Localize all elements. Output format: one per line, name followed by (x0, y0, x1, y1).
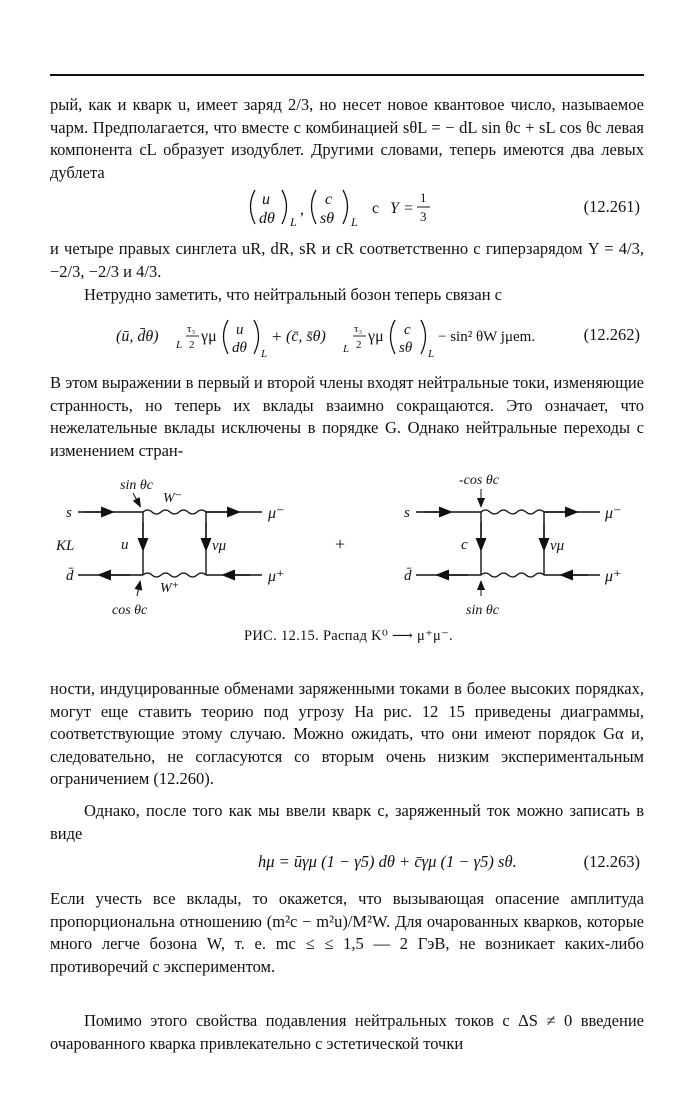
paragraph-6: Однако, после того как мы ввели кварк c, заряженный ток можно записать в виде (50, 801, 644, 843)
left-w-bottom-wavy (143, 573, 206, 577)
plus-sign: + (272, 327, 282, 346)
paragraph-1: рый, как и кварк u, имеет заряд 2/3, но несет новое квантовое число, называемое чарм. Предполагается, что вместе с комбинацией sθL = − dL sin θc + sL cos θc левая компонента cL образует изодублет. Другими словами, теперь имеются два левых дублета (50, 95, 644, 182)
equation-12-263-formula: hμ = ūγμ (1 − γ5) dθ + c̄γμ (1 − γ5) sθ. (258, 852, 517, 871)
left-dbar-label: d̄ (66, 568, 74, 584)
right-dbar-label: d̄ (404, 568, 412, 584)
left-sin-theta-label: sin θc (120, 478, 153, 493)
c-label: c (325, 191, 333, 208)
tau-num-2: τ₃ (354, 323, 363, 335)
right-sin-theta-label: sin θc (466, 603, 499, 618)
d-theta-label-2: dθ (232, 340, 247, 356)
tau-den-2: 2 (356, 339, 362, 351)
equals-sign: = (404, 200, 414, 217)
feynman-diagrams-figure (0, 462, 697, 626)
equation-12-263 (50, 844, 644, 894)
sin-term: − sin² θW jμem. (438, 329, 536, 345)
right-neutrino-label: νμ (550, 538, 565, 554)
diagram-plus-sign: + (335, 534, 346, 554)
c-label-2: c (404, 322, 411, 338)
subscript-L-a: L (176, 339, 183, 351)
left-bottom-pointer (137, 582, 140, 596)
tau-den-1: 2 (189, 339, 195, 351)
subscript-L-b: L (261, 348, 268, 360)
figure-caption: РИС. 12.15. Распад K⁰ ⟶ μ⁺μ⁻. (244, 628, 453, 644)
subscript-L-1: L (290, 215, 297, 229)
fraction-den: 3 (420, 209, 427, 224)
equation-12-261 (50, 184, 644, 234)
with-word: с (372, 200, 380, 217)
u-label-2: u (236, 322, 244, 338)
paren-open-4 (391, 320, 396, 354)
equation-12-262-formula (50, 312, 644, 362)
subscript-L-2: L (351, 215, 358, 229)
paragraph-8: Помимо этого свойства подавления нейтральных токов с ΔS ≠ 0 введение очарованного кварка привлекательно с эстетической точки (50, 1011, 644, 1053)
subscript-L-d: L (428, 348, 435, 360)
paragraph-3: Нетрудно заметить, что нейтральный бозон теперь связан с (84, 285, 503, 304)
row-bar-1: (ū, d̄θ) (116, 328, 159, 345)
paren-close-2 (343, 190, 348, 224)
fraction-num: 1 (420, 190, 427, 205)
gamma-1: γμ (201, 328, 217, 345)
paren-close-3 (254, 320, 259, 354)
gamma-2: γμ (368, 328, 384, 345)
left-w-top-wavy (143, 510, 206, 514)
equation-12-261-formula (50, 184, 644, 234)
left-u-label: u (121, 537, 129, 553)
paragraph-7: Если учесть все вклады, то окажется, что вызывающая опасение амплитуда пропорциональна отношению (m²c − m²u)/M²W. Для очарованных кварков, которые много легче бозона W, т. е. mc ≤ ≤ 1,5 — 2 ГэВ, не возникает каких-либо противоречий с экспериментом. (50, 889, 644, 976)
left-w-minus-label: W⁻ (163, 491, 183, 506)
s-theta-label: sθ (320, 210, 335, 227)
left-top-pointer (133, 493, 140, 506)
left-neutrino-label: νμ (212, 538, 227, 554)
right-w-top-wavy (481, 510, 544, 514)
right-s-label: s (404, 505, 410, 521)
right-w-bottom-wavy (481, 573, 544, 577)
right-diagram (404, 473, 621, 618)
left-cos-theta-label: cos θc (112, 603, 148, 618)
row-bar-2: (c̄, s̄θ) (286, 328, 326, 345)
paren-open-1 (251, 190, 256, 224)
right-cos-theta-label: -cos θc (459, 473, 499, 488)
tau-num-1: τ₃ (187, 323, 196, 335)
Y-symbol: Y (390, 200, 399, 217)
top-rule (50, 74, 644, 76)
left-diagram (55, 478, 284, 618)
paren-close-1 (282, 190, 287, 224)
s-theta-label-2: sθ (399, 340, 413, 356)
paren-close-4 (421, 320, 426, 354)
equation-12-262 (50, 312, 644, 362)
left-s-label: s (66, 505, 72, 521)
paragraph-5: ности, индуцированные обменами заряженными токами в более высоких порядках, могут еще ставить теорию под угрозу На рис. 12 15 приведены диаграммы, соответствующие этому случаю. Можно ожидать, что они имеют порядок Gα и, следовательно, не согласуются со вторым очень низким экспериментальным ограничением (12.260). (50, 679, 644, 789)
comma: , (300, 201, 304, 218)
left-mu-minus-label: μ⁻ (268, 505, 285, 522)
right-mu-minus-label: μ⁻ (605, 505, 622, 522)
equation-number-12-261: (12.261) (583, 197, 640, 216)
paren-open-3 (224, 320, 229, 354)
right-c-label: c (461, 537, 468, 553)
equation-number-12-263: (12.263) (583, 852, 640, 871)
right-mu-plus-label: μ⁺ (605, 568, 622, 585)
u-label: u (262, 191, 270, 208)
subscript-L-c: L (343, 343, 350, 355)
left-w-plus-label: W⁺ (160, 581, 180, 596)
equation-number-12-262: (12.262) (583, 325, 640, 344)
left-mu-plus-label: μ⁺ (268, 568, 285, 585)
paragraph-2: и четыре правых синглета uR, dR, sR и cR соответственно с гиперзарядом Y = 4/3, −2/3, −2/3 и 4/3. (50, 239, 644, 281)
d-theta-label: dθ (259, 210, 275, 227)
paragraph-4: В этом выражении в первый и второй члены входят нейтральные токи, изменяющие странность, но теперь их вклады взаимно сокращаются. Это означает, что нежелательные вклады исключены в порядке G. Однако нейтральные переходы с изменением стран- (50, 373, 644, 460)
left-KL-label: KL (56, 538, 75, 554)
paren-open-2 (312, 190, 317, 224)
